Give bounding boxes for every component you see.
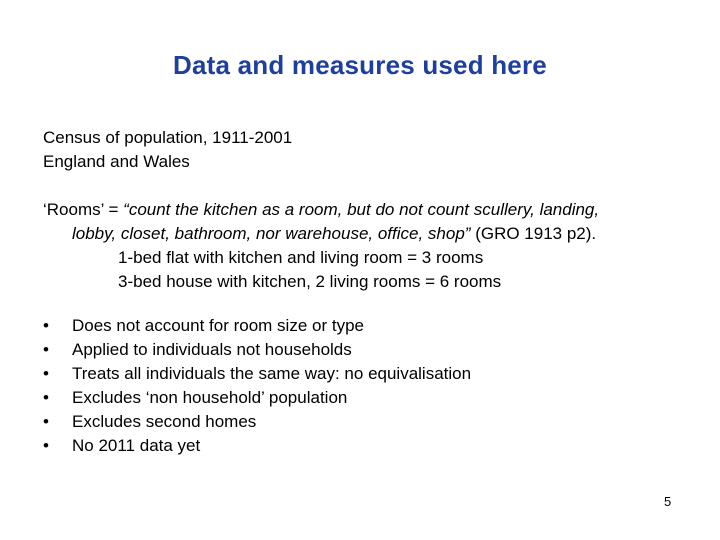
slide-title: Data and measures used here <box>173 50 547 80</box>
bullet-icon: • <box>43 388 49 407</box>
rooms-citation: (GRO 1913 p2). <box>470 224 597 243</box>
list-item-text: Treats all individuals the same way: no equivalisation <box>72 364 472 383</box>
rooms-term: ‘Rooms’ = <box>43 200 124 219</box>
example-flat: 1-bed flat with kitchen and living room = 3 rooms <box>118 248 484 267</box>
example-house: 3-bed house with kitchen, 2 living rooms = 6 rooms <box>118 272 502 291</box>
bullet-icon: • <box>43 436 49 455</box>
census-source-line: Census of population, 1911-2001 <box>43 128 293 147</box>
list-item-text: Excludes ‘non household’ population <box>72 388 348 407</box>
list-item-text: Applied to individuals not households <box>72 340 352 359</box>
rooms-definition-line2 <box>72 222 596 246</box>
page-number: 5 <box>664 494 672 509</box>
rooms-quote-part1: “count the kitchen as a room, but do not count scullery, landing, <box>123 200 600 219</box>
limitations-list <box>43 314 471 458</box>
rooms-quote-part2: lobby, closet, bathroom, nor warehouse, office, shop” <box>72 224 471 243</box>
bullet-icon: • <box>43 340 49 359</box>
list-item <box>43 314 471 338</box>
list-item-text: Does not account for room size or type <box>72 316 364 335</box>
list-item-text: Excludes second homes <box>72 412 257 431</box>
bullet-icon: • <box>43 316 49 335</box>
list-item <box>43 362 471 386</box>
list-item <box>43 434 471 458</box>
list-item <box>43 410 471 434</box>
bullet-icon: • <box>43 412 49 431</box>
bullet-icon: • <box>43 364 49 383</box>
rooms-definition-line1 <box>43 198 599 222</box>
list-item <box>43 338 471 362</box>
list-item-text: No 2011 data yet <box>72 436 201 455</box>
census-region-line: England and Wales <box>43 152 190 171</box>
list-item <box>43 386 471 410</box>
